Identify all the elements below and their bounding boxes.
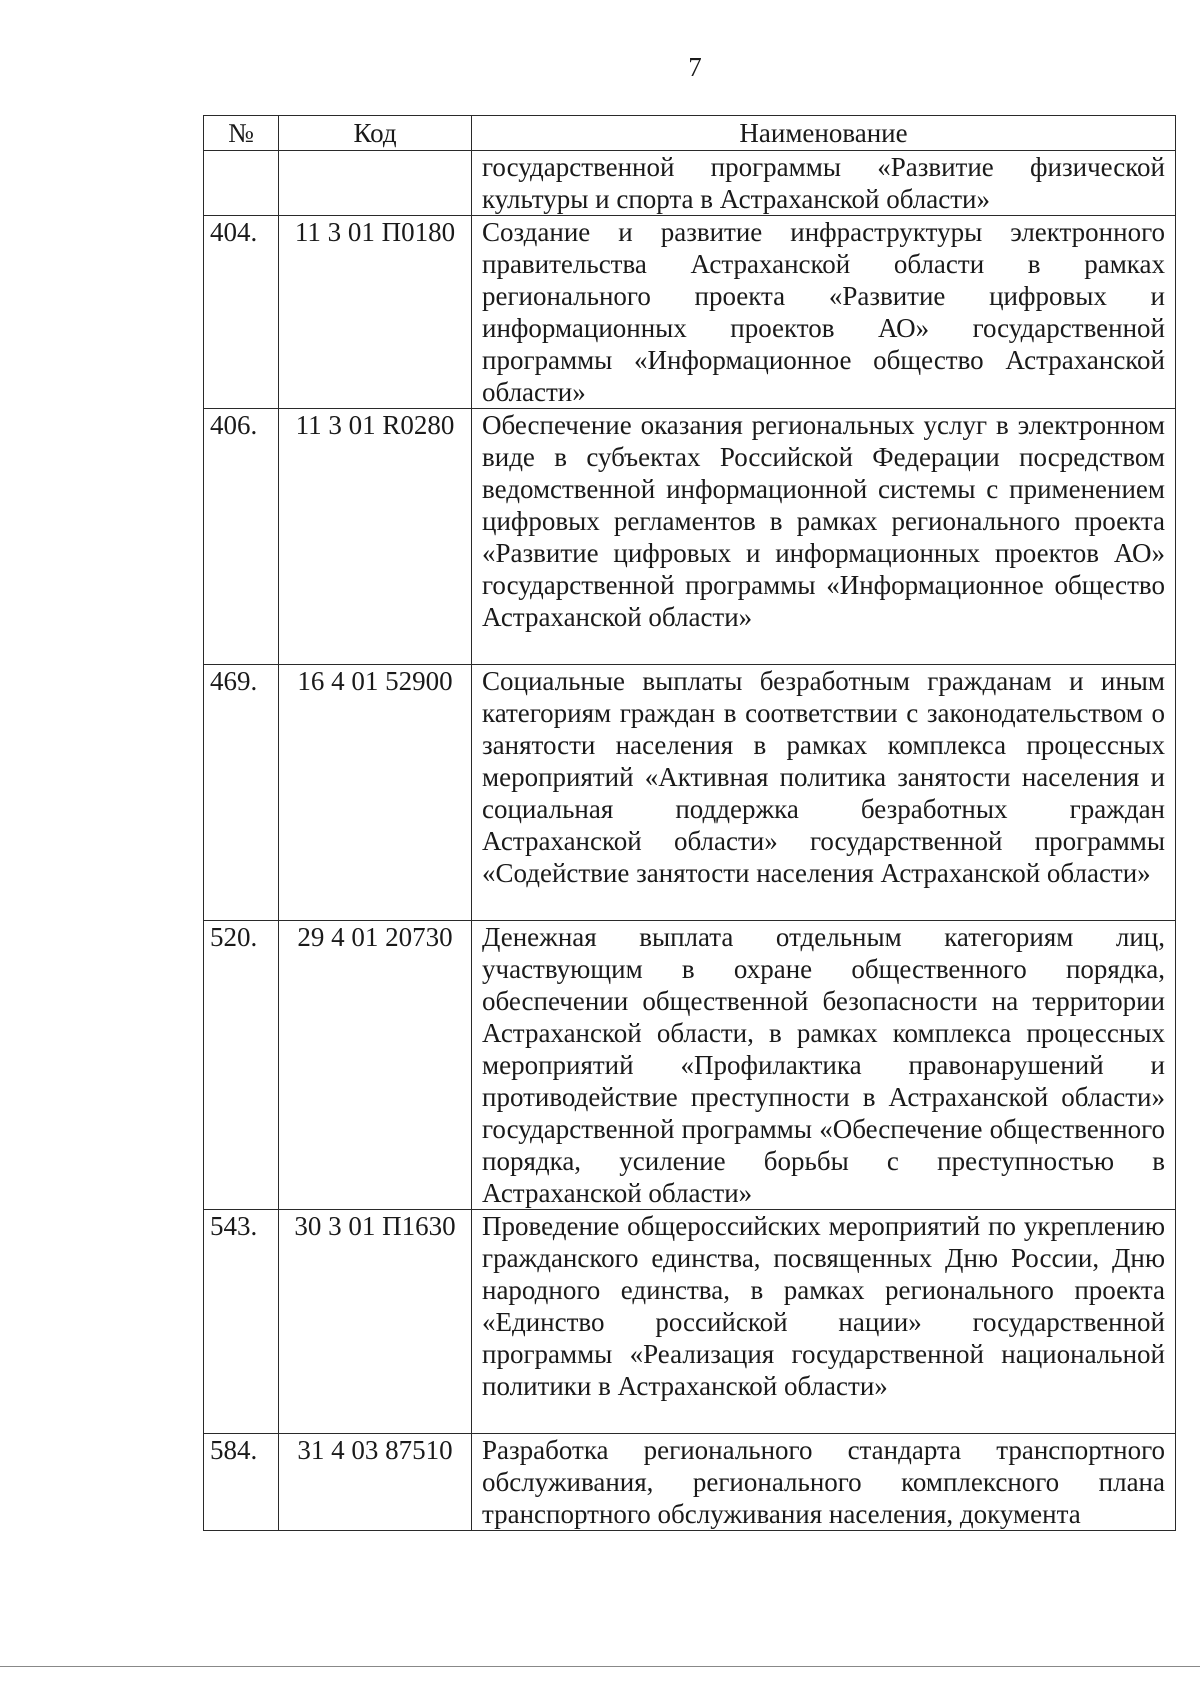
table-row: [204, 151, 1176, 216]
table-row: [204, 665, 1176, 921]
column-header-code: Код: [279, 116, 472, 151]
row-name: Обеспечение оказания региональных услуг в электронном виде в субъектах Российской Федерации посредством ведомственной информационной системы с применением цифровых регламентов в рамках регионального проекта «Развитие цифровых и информационных проектов АО» государственной программы «Информационное общество Астраханской области»: [472, 409, 1176, 665]
row-number: 404.: [204, 216, 279, 409]
table-row: [204, 1210, 1176, 1434]
row-code: 30 3 01 П1630: [279, 1210, 472, 1434]
row-name: государственной программы «Развитие физической культуры и спорта в Астраханской области»: [472, 151, 1176, 216]
row-name: Разработка регионального стандарта транспортного обслуживания, регионального комплексного плана транспортного обслуживания населения, документа: [472, 1434, 1176, 1531]
page-number: 7: [688, 52, 702, 82]
row-number: 584.: [204, 1434, 279, 1531]
column-header-number: №: [204, 116, 279, 151]
row-name: Социальные выплаты безработным гражданам и иным категориям граждан в соответствии с законодательством о занятости населения в рамках комплекса процессных мероприятий «Активная политика занятости населения и социальная поддержка безработных граждан Астраханской области» государственной программы «Содействие занятости населения Астраханской области»: [472, 665, 1176, 921]
row-code: 31 4 03 87510: [279, 1434, 472, 1531]
table-row: [204, 409, 1176, 665]
table-row: [204, 1434, 1176, 1531]
table-row: [204, 921, 1176, 1210]
row-number: [204, 151, 279, 216]
row-code: 11 3 01 П0180: [279, 216, 472, 409]
row-name: Денежная выплата отдельным категориям лиц, участвующим в охране общественного порядка, обеспечении общественной безопасности на территории Астраханской области, в рамках комплекса процессных мероприятий «Профилактика правонарушений и противодействие преступности в Астраханской области» государственной программы «Обеспечение общественного порядка, усиление борьбы с преступностью в Астраханской области»: [472, 921, 1176, 1210]
row-name: Проведение общероссийских мероприятий по укреплению гражданского единства, посвященных Дню России, Дню народного единства, в рамках регионального проекта «Единство российской нации» государственной программы «Реализация государственной национальной политики в Астраханской области»: [472, 1210, 1176, 1434]
row-number: 406.: [204, 409, 279, 665]
row-number: 469.: [204, 665, 279, 921]
row-code: [279, 151, 472, 216]
page-bottom-rule: [0, 1666, 1200, 1667]
row-number: 543.: [204, 1210, 279, 1434]
row-code: 16 4 01 52900: [279, 665, 472, 921]
row-number: 520.: [204, 921, 279, 1210]
row-name: Создание и развитие инфраструктуры электронного правительства Астраханской области в рамках регионального проекта «Развитие цифровых и информационных проектов АО» государственной программы «Информационное общество Астраханской области»: [472, 216, 1176, 409]
table-header-row: [204, 116, 1176, 151]
row-code: 11 3 01 R0280: [279, 409, 472, 665]
column-header-name: Наименование: [472, 116, 1176, 151]
row-code: 29 4 01 20730: [279, 921, 472, 1210]
table-row: [204, 216, 1176, 409]
budget-code-table: [203, 115, 1176, 1531]
